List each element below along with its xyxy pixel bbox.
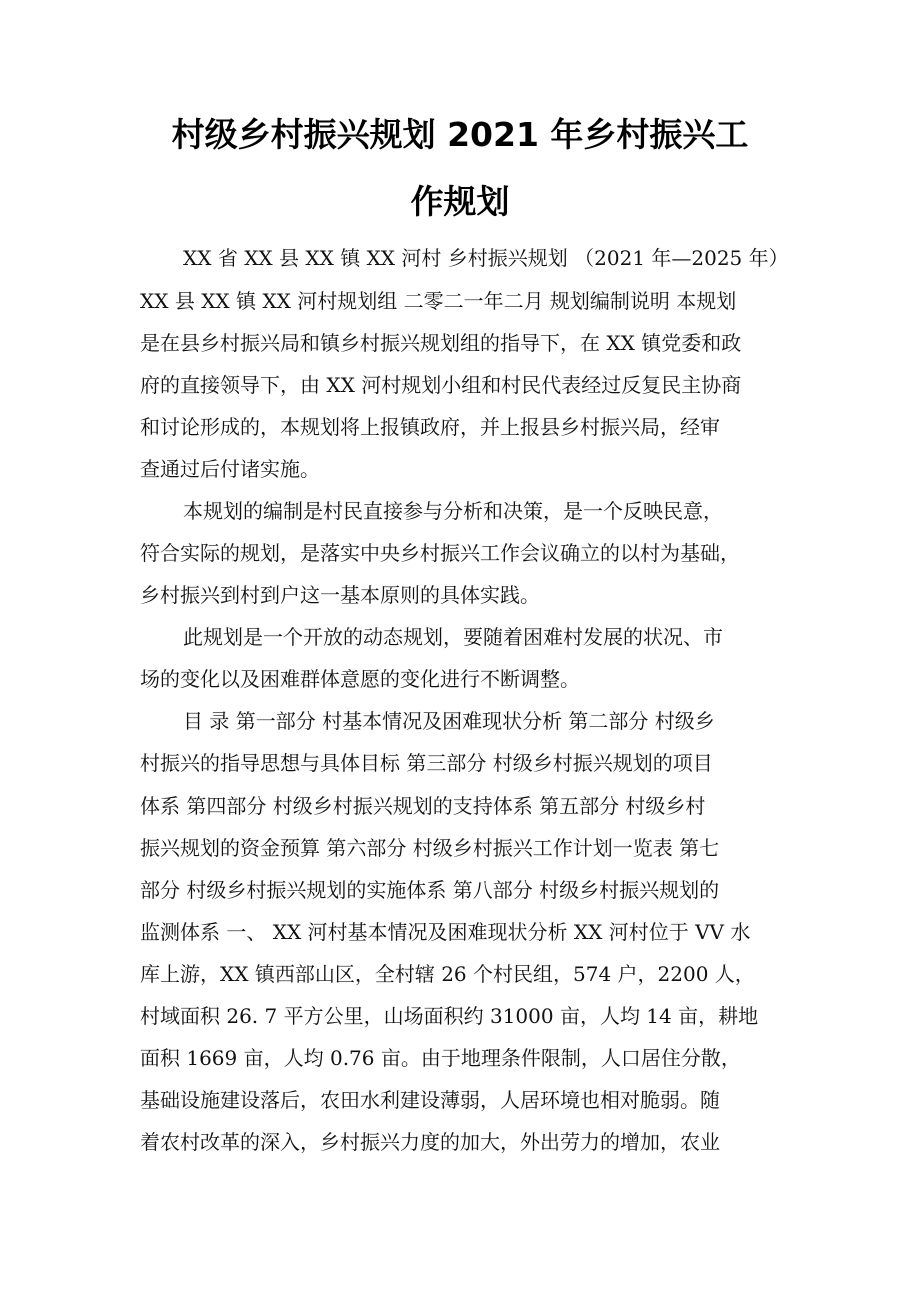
- body-line: 查通过后付诸实施。: [140, 457, 320, 481]
- body-line: 此规划是一个开放的动态规划，要随着困难村发展的状况、市: [183, 625, 723, 649]
- body-line: 目 录 第一部分 村基本情况及困难现状分析 第二部分 村级乡: [183, 709, 715, 733]
- body-line: 基础设施建设落后，农田水利建设薄弱，人居环境也相对脆弱。随: [140, 1088, 720, 1112]
- body-line: XX 省 XX 县 XX 镇 XX 河村 乡村振兴规划 （2021 年—2025 年）: [183, 246, 789, 270]
- body-line: 着农村改革的深入，乡村振兴力度的加大，外出劳力的增加，农业: [140, 1130, 720, 1154]
- body-line: 府的直接领导下，由 XX 河村规划小组和村民代表经过反复民主协商: [140, 373, 742, 397]
- body-line: 本规划的编制是村民直接参与分析和决策，是一个反映民意，: [183, 499, 723, 523]
- body-line: 符合实际的规划，是落实中央乡村振兴工作会议确立的以村为基础，: [140, 541, 740, 565]
- body-line: XX 县 XX 镇 XX 河村规划组 二零二一年二月 规划编制说明 本规划: [140, 289, 737, 313]
- body-line: 村域面积 26. 7 平方公里，山场面积约 31000 亩，人均 14 亩，耕地: [140, 1004, 759, 1028]
- body-line: 场的变化以及困难群体意愿的变化进行不断调整。: [140, 667, 580, 691]
- body-line: 体系 第四部分 村级乡村振兴规划的支持体系 第五部分 村级乡村: [140, 794, 706, 818]
- body-line: 面积 1669 亩，人均 0.76 亩。由于地理条件限制，人口居住分散，: [140, 1046, 741, 1070]
- body-line: 部分 村级乡村振兴规划的实施体系 第八部分 村级乡村振兴规划的: [140, 878, 720, 902]
- body-line: 是在县乡村振兴局和镇乡村振兴规划组的指导下，在 XX 镇党委和政: [140, 331, 742, 355]
- body-line: 和讨论形成的，本规划将上报镇政府，并上报县乡村振兴局，经审: [140, 415, 720, 439]
- document-title-line-1: 村级乡村振兴规划 2021 年乡村振兴工: [171, 115, 749, 154]
- document-title-line-2: 作规划: [410, 182, 510, 221]
- body-line: 监测体系 一、 XX 河村基本情况及困难现状分析 XX 河村位于 VV 水: [140, 920, 751, 944]
- body-line: 乡村振兴到村到户这一基本原则的具体实践。: [140, 583, 540, 607]
- body-line: 库上游，XX 镇西部山区，全村辖 26 个村民组，574 户，2200 人，: [140, 962, 755, 986]
- body-line: 振兴规划的资金预算 第六部分 村级乡村振兴工作计划一览表 第七: [140, 836, 720, 860]
- body-line: 村振兴的指导思想与具体目标 第三部分 村级乡村振兴规划的项目: [140, 751, 713, 775]
